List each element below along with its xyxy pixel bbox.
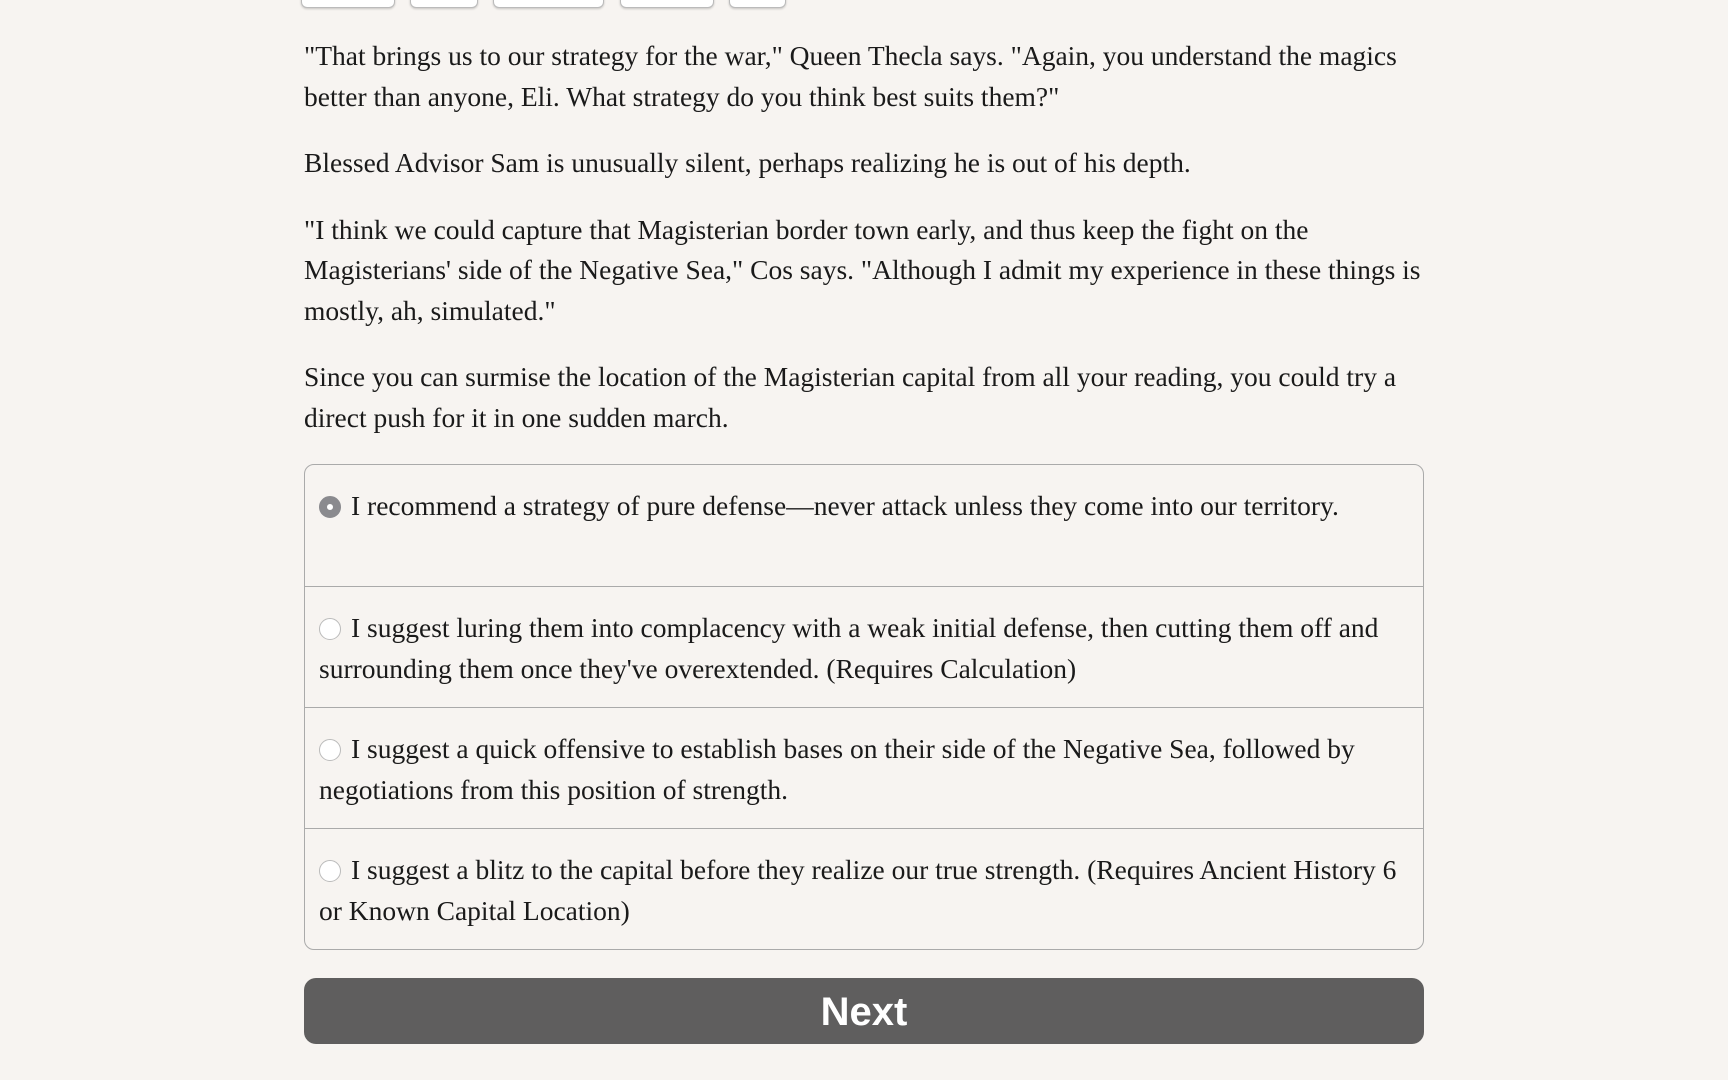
- choice-label: I suggest a blitz to the capital before they realize our true strength. (Requires Ancient History 6 or Known Capital Location): [319, 854, 1397, 926]
- story-paragraph: Since you can surmise the location of the Magisterian capital from all your reading, you could try a direct push for it in one sudden march.: [304, 361, 1397, 433]
- choice-label: I suggest luring them into complacency with a weak initial defense, then cutting them off and surrounding them once they've overextended. (Requires Calculation): [319, 612, 1379, 684]
- choice-option-4[interactable]: [305, 828, 1423, 949]
- top-menu-button-3[interactable]: [493, 0, 604, 8]
- top-menu-button-4[interactable]: [620, 0, 714, 8]
- choice-option-2[interactable]: [305, 586, 1423, 707]
- radio-icon[interactable]: [319, 860, 341, 882]
- story-paragraph: Blessed Advisor Sam is unusually silent, perhaps realizing he is out of his depth.: [304, 147, 1191, 178]
- story-paragraph: "That brings us to our strategy for the war," Queen Thecla says. "Again, you understand the magics better than anyone, Eli. What strategy do you think best suits them?": [304, 40, 1397, 112]
- top-menu-button-1[interactable]: [301, 0, 395, 8]
- top-menu-button-5[interactable]: [729, 0, 786, 8]
- story-paragraph: "I think we could capture that Magisterian border town early, and thus keep the fight on the Magisterians' side of the Negative Sea," Cos says. "Although I admit my experience in these things is mostly, ah, simulated.": [304, 213, 1421, 326]
- radio-icon[interactable]: [319, 739, 341, 761]
- next-button[interactable]: Next: [304, 978, 1424, 1044]
- radio-selected-icon[interactable]: [319, 496, 341, 518]
- choice-label: I recommend a strategy of pure defense—never attack unless they come into our territory.: [351, 490, 1339, 521]
- story-content: [304, 36, 1424, 1044]
- choice-list: [304, 464, 1424, 950]
- choice-option-3[interactable]: [305, 707, 1423, 828]
- radio-icon[interactable]: [319, 618, 341, 640]
- choice-option-1[interactable]: [305, 465, 1423, 586]
- choice-label: I suggest a quick offensive to establish bases on their side of the Negative Sea, followed by negotiations from this position of strength.: [319, 733, 1355, 805]
- top-menu-button-2[interactable]: [410, 0, 478, 8]
